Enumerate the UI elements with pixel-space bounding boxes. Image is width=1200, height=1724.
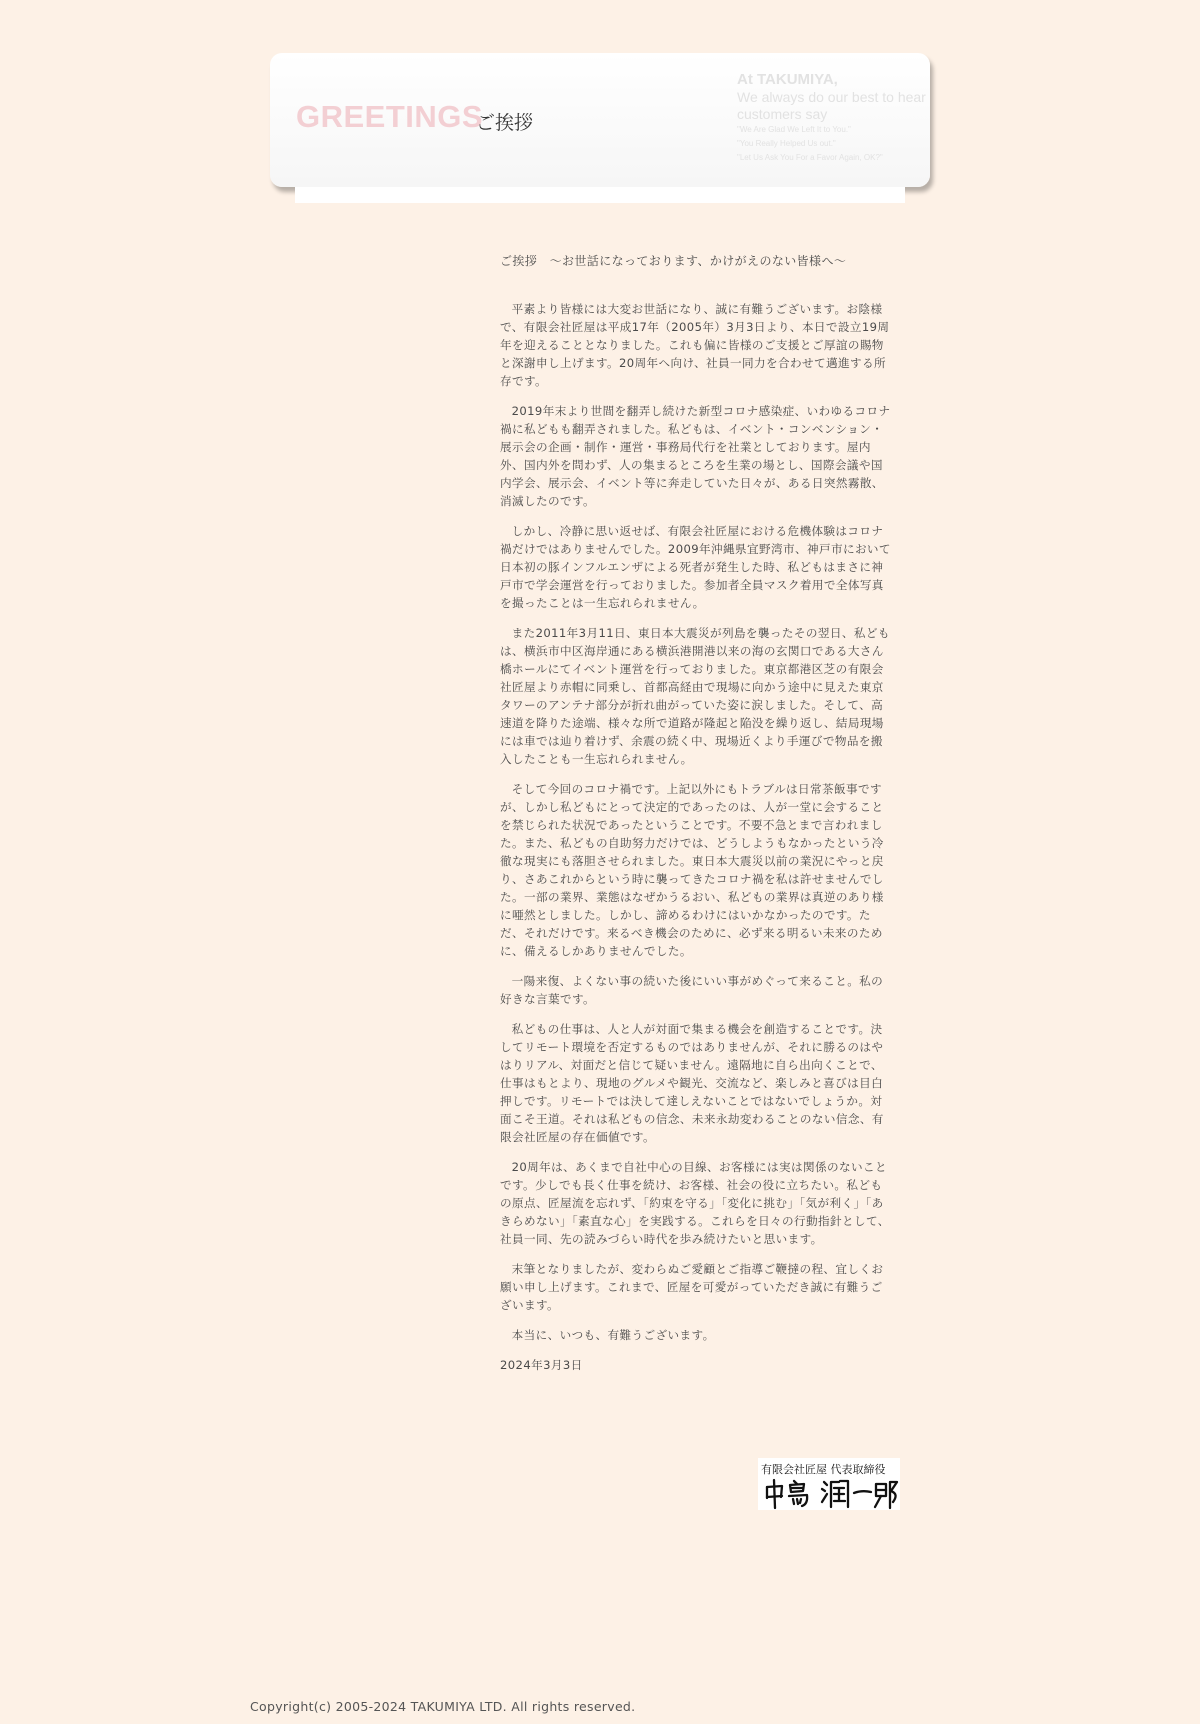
tagline-quote: "Let Us Ask You For a Favor Again, OK?" bbox=[737, 153, 883, 162]
greeting-paragraph: また2011年3月11日、東日本大震災が列島を襲ったその翌日、私どもは、横浜市中区海岸通にある横浜港開港以来の海の玄関口である大さん橋ホールにてイベント運営を行っておりました。東京都港区芝の有限会社匠屋より赤帽に同乗し、首都高経由で現場に向かう途中に見えた東京タワーのアンテナ部分が折れ曲がっていた姿に涙しました。そして、高速道を降りた途端、様々な所で道路が隆起と陥没を繰り返し、結局現場には車では辿り着けず、余震の続く中、現場近くより手運びで物品を搬入したことも一生忘れられません。 bbox=[500, 626, 890, 766]
greeting-date: 2024年3月3日 bbox=[500, 1358, 583, 1372]
greeting-article bbox=[500, 252, 892, 1386]
header-banner bbox=[270, 53, 930, 187]
page-title: GREETINGS bbox=[296, 99, 484, 134]
greeting-paragraph: 2019年末より世間を翻弄し続けた新型コロナ感染症、いわゆるコロナ禍に私どもも翻弄されました。私どもは、イベント・コンベンション・展示会の企画・制作・運営・事務局代行を社業としております。屋内外、国内外を問わず、人の集まるところを生業の場とし、国際会議や国内学会、展示会、イベント等に奔走していた日々が、ある日突然霧散、消滅したのです。 bbox=[500, 404, 891, 508]
greeting-paragraph: 本当に、いつも、有難うございます。 bbox=[511, 1328, 715, 1342]
greeting-paragraph: 私どもの仕事は、人と人が対面で集まる機会を創造することです。決してリモート環境を否定するものではありませんが、それに勝るのはやはりリアル、対面だと信じて疑いません。遠隔地に自ら出向くことで、仕事はもとより、現地のグルメや観光、交流など、楽しみと喜びは目白押しです。リモートでは決して達しえないことではないでしょうか。対面こそ王道。それは私どもの信念、未来永劫変わることのない信念、有限会社匠屋の存在価値です。 bbox=[500, 1022, 884, 1144]
greeting-paragraph: そして今回のコロナ禍です。上記以外にもトラブルは日常茶飯事ですが、しかし私どもにとって決定的であったのは、人が一堂に会することを禁じられた状況であったということです。不要不急とまで言われました。また、私どもの自助努力だけでは、どうしようもなかったという冷徹な現実にも落胆させられました。東日本大震災以前の業況にやっと戻り、さあこれからという時に襲ってきたコロナ禍を私は許せませんでした。一部の業界、業態はなぜかうるおい、私どもの業界は真逆のあり様に唖然としました。しかし、諦めるわけにはいかなかったのです。ただ、それだけです。来るべき機会のために、必ず来る明るい未来のために、備えるしかありませんでした。 bbox=[500, 782, 884, 958]
header-underlay bbox=[295, 187, 905, 203]
greeting-heading: ご挨拶 ～お世話になっております、かけがえのない皆様へ～ bbox=[500, 254, 847, 268]
copyright-text: Copyright(c) 2005-2024 TAKUMIYA LTD. All rights reserved. bbox=[250, 1699, 636, 1714]
greeting-paragraph: 末筆となりましたが、変わらぬご愛顧とご指導ご鞭撻の程、宜しくお願い申し上げます。これまで、匠屋を可愛がっていただき誠に有難うございます。 bbox=[500, 1262, 884, 1312]
page-subtitle: ご挨拶 bbox=[476, 112, 534, 134]
handwritten-signature bbox=[758, 1476, 900, 1510]
greeting-paragraph: 一陽来復、よくない事の続いた後にいい事がめぐって来ること。私の好きな言葉です。 bbox=[500, 974, 884, 1006]
tagline-line1: At TAKUMIYA, bbox=[737, 71, 838, 88]
tagline-quote: "You Really Helped Us out." bbox=[737, 139, 836, 148]
signature-title: 有限会社匠屋 代表取締役 bbox=[761, 1463, 886, 1476]
greeting-paragraph: 20周年は、あくまで自社中心の目線、お客様には実は関係のないことです。少しでも長く仕事を続け、お客様、社会の役に立ちたい。私どもの原点、匠屋流を忘れず、「約束を守る」「変化に挑む」「気が利く」「あきらめない」「素直な心」を実践する。これらを日々の行動指針として、社員一同、先の読みづらい時代を歩み続けたいと思います。 bbox=[500, 1160, 890, 1246]
tagline-quote: "We Are Glad We Left It to You." bbox=[737, 125, 851, 134]
tagline-line2: We always do our best to hear customers say bbox=[737, 89, 926, 122]
header-tagline bbox=[737, 71, 927, 165]
greeting-paragraph: 平素より皆様には大変お世話になり、誠に有難うございます。お陰様で、有限会社匠屋は平成17年（2005年）3月3日より、本日で設立19周年を迎えることとなりました。これも偏に皆様のご支援とご厚誼の賜物と深謝申し上げます。20周年へ向け、社員一同力を合わせて邁進する所存です。 bbox=[500, 302, 890, 388]
greeting-paragraph: しかし、冷静に思い返せば、有限会社匠屋における危機体験はコロナ禍だけではありませんでした。2009年沖縄県宜野湾市、神戸市において日本初の豚インフルエンザによる死者が発生した時、私どもはまさに神戸市で学会運営を行っておりました。参加者全員マスク着用で全体写真を撮ったことは一生忘れられません。 bbox=[500, 524, 891, 610]
signature-block bbox=[758, 1458, 900, 1510]
